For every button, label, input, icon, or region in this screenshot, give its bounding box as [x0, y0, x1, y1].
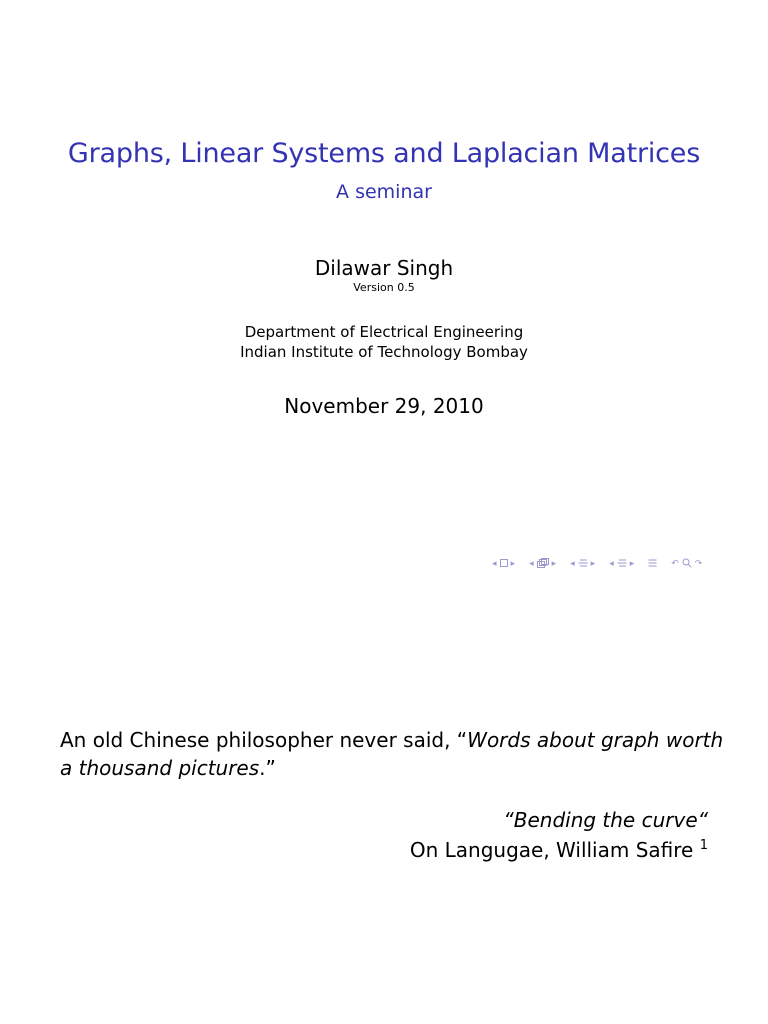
footnote-mark[interactable]: 1	[699, 838, 708, 853]
nav-left-arrow-icon[interactable]: ◂	[609, 559, 614, 569]
quote-suffix: .”	[259, 756, 276, 780]
nav-subsection-group[interactable]	[529, 558, 556, 571]
nav-right-arrow-icon[interactable]: ▸	[590, 559, 596, 569]
department-name: Department of Electrical Engineering	[244, 323, 524, 341]
quote-italic-1: Words about graph worth	[467, 728, 724, 752]
attribution-source-text: On Langugae, William Safire	[409, 838, 694, 862]
nav-search-icon[interactable]	[682, 558, 692, 571]
nav-align-group[interactable]	[648, 558, 657, 571]
nav-subsection-group-2[interactable]	[609, 558, 634, 571]
nav-left-arrow-icon[interactable]: ◂	[529, 559, 534, 569]
nav-align-icon[interactable]	[648, 558, 657, 571]
quote-prefix: An old Chinese philosopher never said, “	[60, 728, 468, 752]
nav-back-icon[interactable]: ↶	[671, 559, 679, 569]
nav-right-arrow-icon[interactable]: ▸	[629, 559, 635, 569]
nav-left-arrow-icon[interactable]: ◂	[570, 559, 575, 569]
nav-subsection-icon[interactable]	[617, 558, 627, 571]
attribution-source	[410, 838, 708, 862]
nav-section-icon[interactable]	[578, 558, 588, 571]
nav-forward-icon[interactable]: ↷	[694, 559, 703, 569]
slide-subtitle: A seminar	[336, 181, 432, 203]
quote-line-2	[60, 756, 276, 780]
institute-name: Indian Institute of Technology Bombay	[240, 343, 528, 361]
quote-line-1	[60, 728, 723, 752]
nav-right-arrow-icon[interactable]: ▸	[510, 559, 516, 569]
quote-italic-2: a thousand pictures	[60, 756, 260, 780]
nav-frame-group[interactable]	[492, 559, 515, 570]
slide-title: Graphs, Linear Systems and Laplacian Matrices	[67, 138, 701, 169]
nav-left-arrow-icon[interactable]: ◂	[492, 559, 497, 569]
nav-section-group[interactable]	[570, 558, 595, 571]
quote-slide	[0, 590, 768, 1024]
nav-search-group[interactable]	[671, 558, 702, 571]
beamer-navigation-bar	[492, 556, 762, 572]
nav-right-arrow-icon[interactable]: ▸	[551, 559, 557, 569]
author-name: Dilawar Singh	[314, 256, 454, 280]
nav-frame-icon[interactable]	[500, 559, 508, 570]
version-label: Version 0.5	[353, 281, 415, 294]
attribution-title: “Bending the curve“	[503, 808, 708, 832]
presentation-date: November 29, 2010	[284, 394, 484, 418]
nav-subsection-icon[interactable]	[537, 558, 549, 571]
